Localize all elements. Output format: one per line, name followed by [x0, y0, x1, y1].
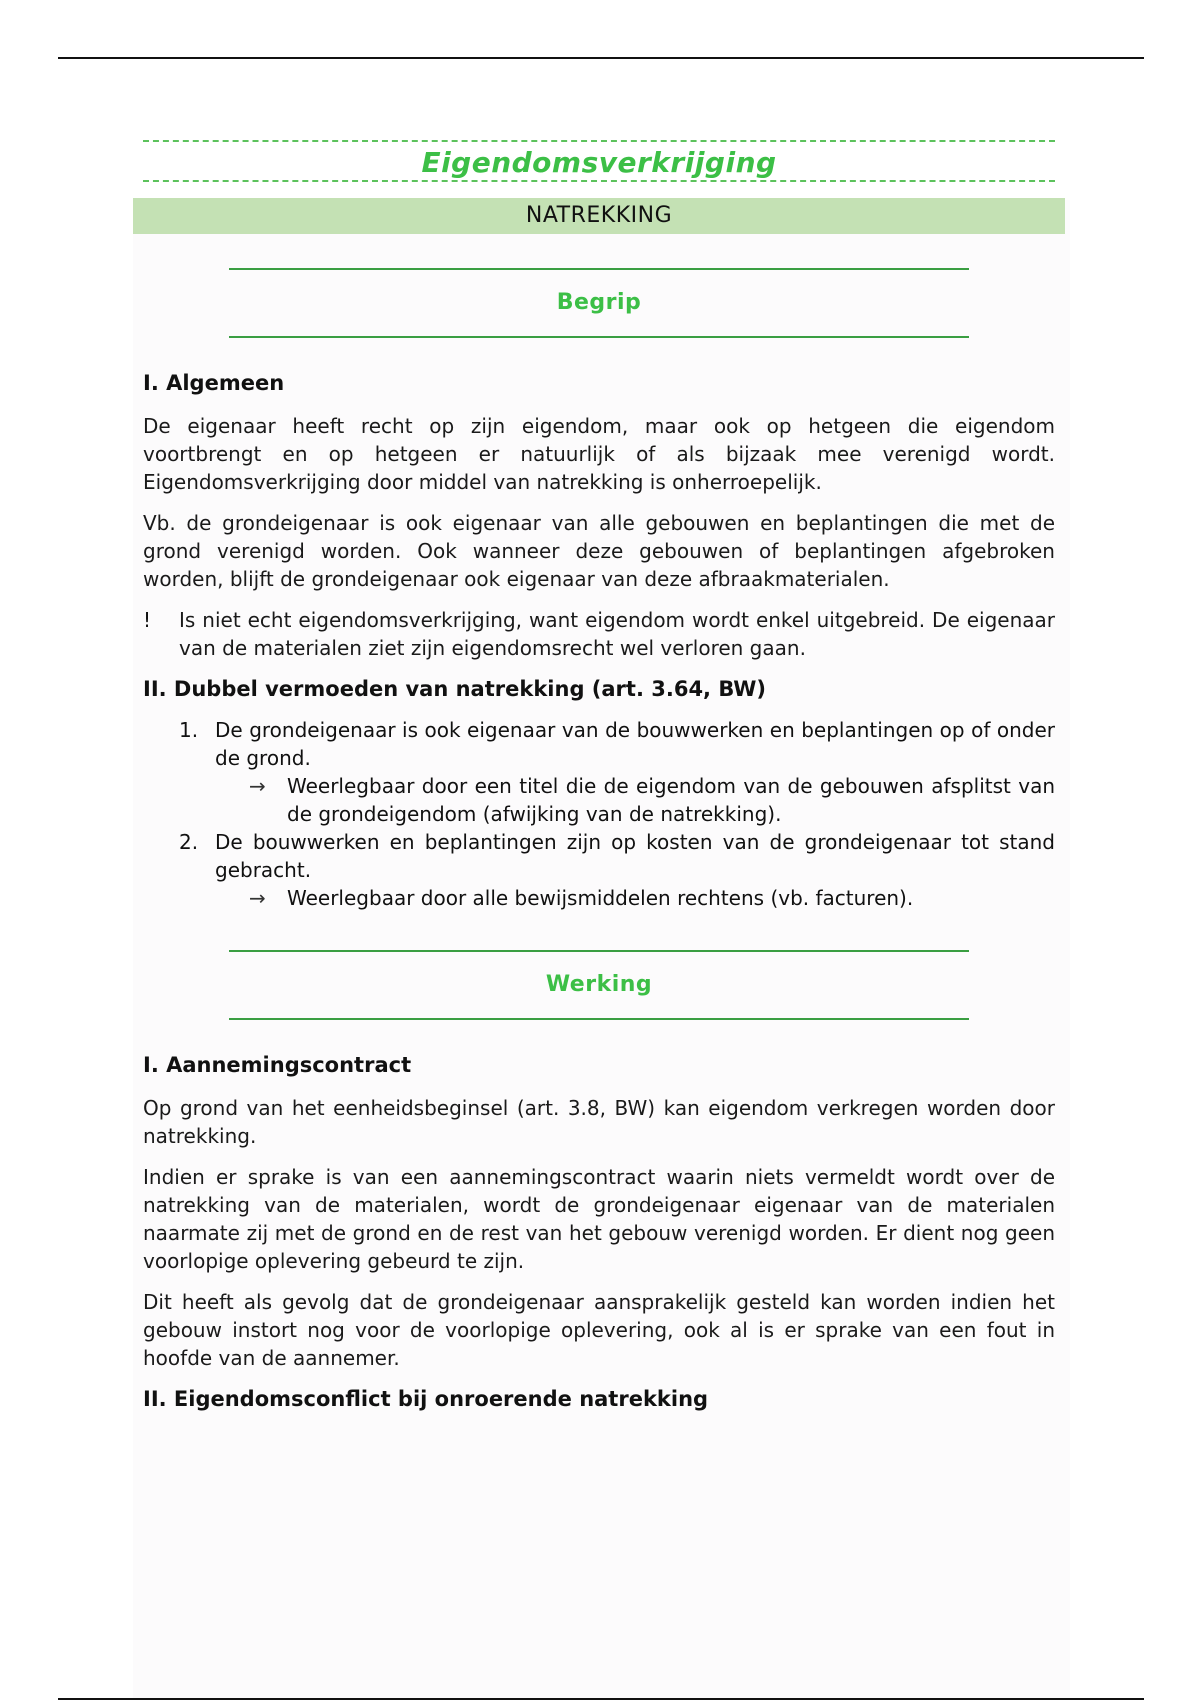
paragraph-algemeen-1: De eigenaar heeft recht op zijn eigendom, maar ook op hetgeen die eigendom voortbrengt en op hetgeen er natuurlijk of als bijzaak mee verenigd wordt. Eigendomsverkrijging door middel van natrekking is onherroepelijk.	[143, 414, 1055, 494]
list-number: 1.	[179, 718, 199, 742]
paragraph-aanneming-2: Indien er sprake is van een aannemingscontract waarin niets vermeldt wordt over de natrekking van de materialen, wordt de grondeigenaar eigenaar van de materialen naarmate zij met de grond en de rest van het gebouw verenigd worden. Er dient nog geen voorlopige oplevering gebeurd te zijn.	[143, 1165, 1055, 1273]
document-body	[143, 140, 1055, 1414]
list-item	[143, 828, 1055, 912]
subheading-dubbel-vermoeden: II. Dubbel vermoeden van natrekking (art. 3.64, BW)	[143, 677, 766, 701]
section-heading-begrip: Begrip	[556, 290, 642, 315]
paragraph-aanneming-1: Op grond van het eenheidsbeginsel (art. 3.8, BW) kan eigendom verkregen worden door natrekking.	[143, 1096, 1055, 1148]
note-block	[143, 606, 1055, 662]
section-begrip	[229, 268, 969, 338]
paragraph-aanneming-3: Dit heeft als gevolg dat de grondeigenaar aansprakelijk gesteld kan worden indien het gebouw instort nog voor de voorlopige oplevering, ook al is er sprake van een fout in hoofde van de aannemer.	[143, 1290, 1055, 1370]
right-arrow-icon: →	[249, 774, 266, 798]
list-number: 2.	[179, 830, 199, 854]
subheading-aannemingscontract: I. Aannemingscontract	[143, 1053, 412, 1077]
exclamation-icon: !	[143, 608, 152, 632]
section-heading-werking: Werking	[545, 972, 653, 997]
list-subitem-text: Weerlegbaar door alle bewijsmiddelen rechtens (vb. facturen).	[287, 886, 914, 910]
list-subitem-text: Weerlegbaar door een titel die de eigendom van de gebouwen afsplitst van de grondeigendom (afwijking van de natrekking).	[287, 774, 1055, 826]
subheading-algemeen: I. Algemeen	[143, 371, 285, 395]
right-arrow-icon: →	[249, 886, 266, 910]
list-item-text: De bouwwerken en beplantingen zijn op kosten van de grondeigenaar tot stand gebracht.	[215, 830, 1055, 882]
chapter-band: NATREKKING	[133, 198, 1065, 234]
section-werking	[229, 950, 969, 1020]
page-top-rule	[58, 57, 1144, 59]
list-item-text: De grondeigenaar is ook eigenaar van de bouwwerken en beplantingen op of onder de grond.	[215, 718, 1055, 770]
list-item	[143, 716, 1055, 828]
list-subitem	[143, 884, 1055, 912]
paragraph-algemeen-2: Vb. de grondeigenaar is ook eigenaar van alle gebouwen en beplantingen die met de grond verenigd worden. Ook wanneer deze gebouwen of beplantingen afgebroken worden, blijft de grondeigenaar ook eigenaar van deze afbraakmaterialen.	[143, 511, 1055, 591]
note-text: Is niet echt eigendomsverkrijging, want eigendom wordt enkel uitgebreid. De eigenaar van de materialen ziet zijn eigendomsrecht wel verloren gaan.	[179, 608, 1055, 660]
presumption-list	[143, 716, 1055, 912]
title-block	[143, 140, 1055, 182]
list-subitem	[143, 772, 1055, 828]
document-title: Eigendomsverkrijging	[421, 146, 777, 179]
subheading-eigendomsconflict: II. Eigendomsconflict bij onroerende natrekking	[143, 1387, 709, 1411]
